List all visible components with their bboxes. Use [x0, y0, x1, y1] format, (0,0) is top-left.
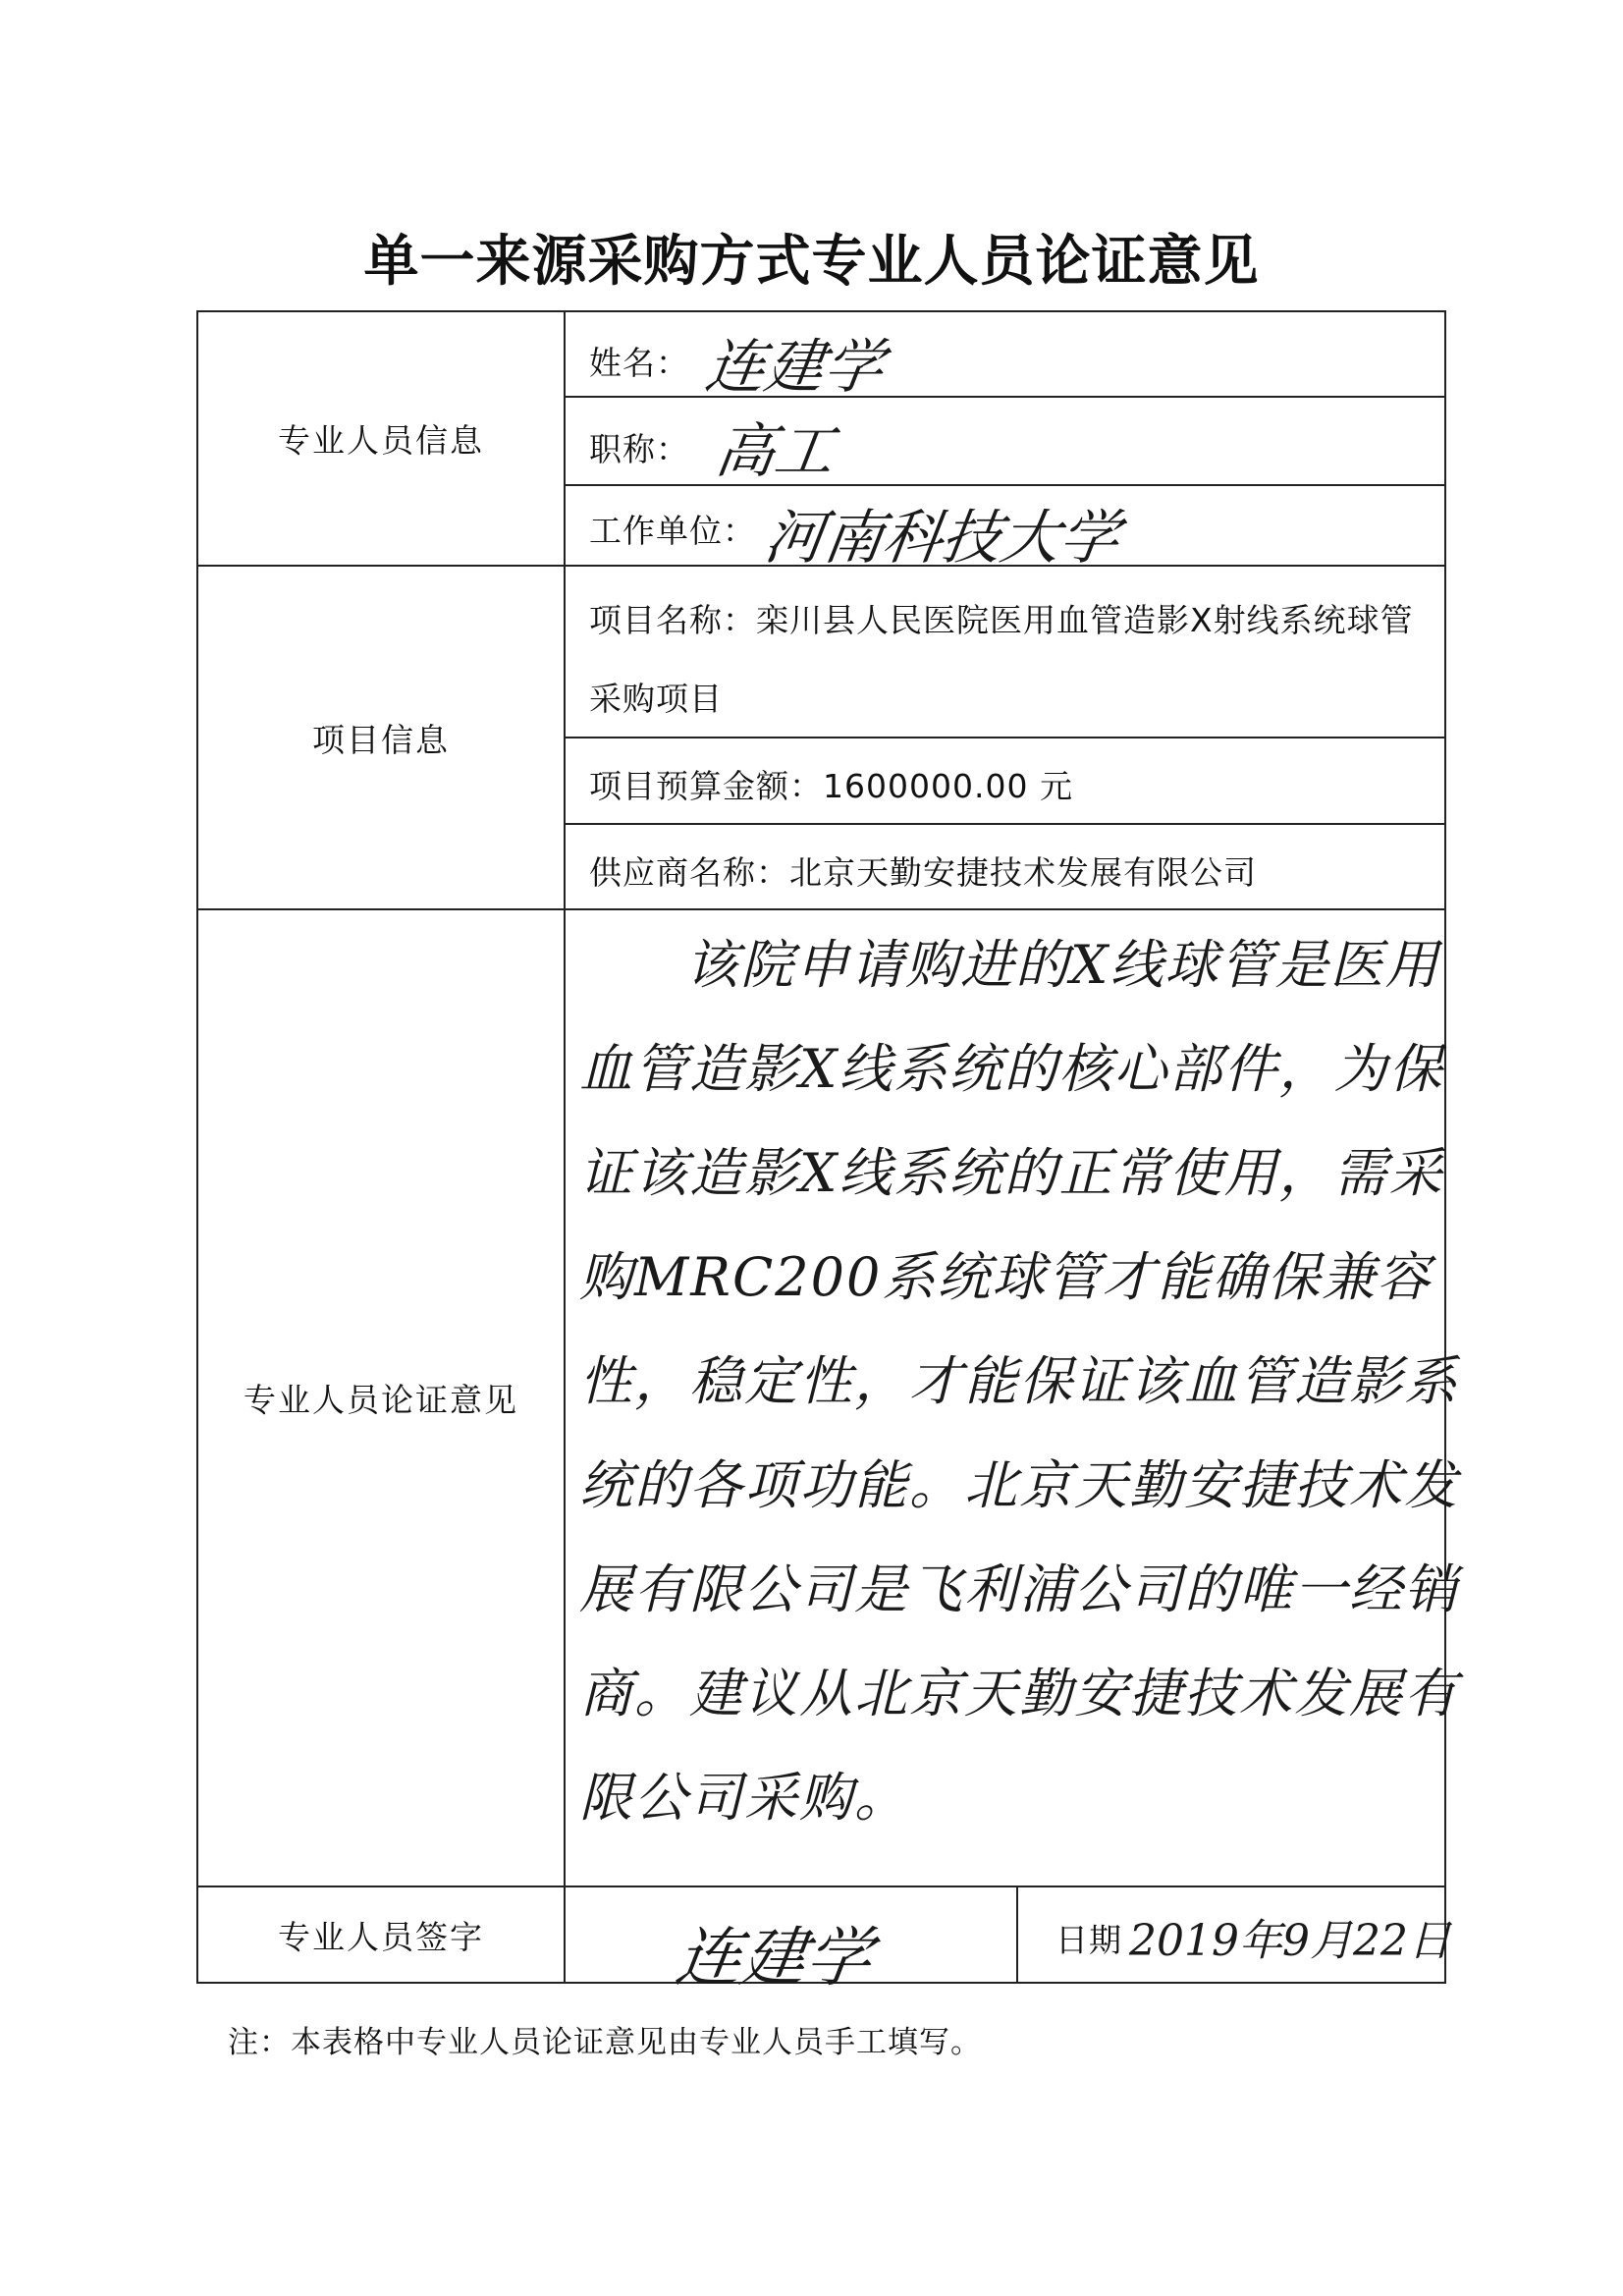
job-title-label: 职称：: [589, 430, 689, 468]
signature-handwritten: 连建学: [671, 1920, 877, 1995]
employer-label: 工作单位：: [589, 512, 756, 550]
budget-field: [589, 761, 1073, 807]
name-label: 姓名：: [589, 344, 689, 382]
opinion-label: 专业人员论证意见: [243, 1381, 518, 1419]
row-divider: [564, 823, 1446, 825]
professional-info-label: 专业人员信息: [278, 421, 484, 460]
project-info-label: 项目信息: [312, 720, 450, 759]
name-handwritten: 连建学: [701, 333, 889, 402]
document-title: 单一来源采购方式专业人员论证意见: [363, 230, 1260, 294]
form-note: 注：本表格中专业人员论证意见由专业人员手工填写。: [228, 2025, 982, 2060]
opinion-handwritten: 该院申请购进的X线球管是医用血管造影X线系统的核心部件，为保证该造影X线系统的正常使用，需采购MRC200系统球管才能确保兼容性，稳定性，才能保证该血管造影系统的各项功能。北京天勤安捷技术发展有限公司是飞利浦公司的唯一经销商。建议从北京天勤安捷技术发展有限公司采购。: [579, 934, 1459, 1829]
project-name-value: 栾川县人民医院医用血管造影X射线系统球管采购项目: [589, 601, 1414, 718]
employer-handwritten: 河南科技大学: [760, 504, 1124, 573]
supplier-label: 供应商名称：: [589, 853, 789, 892]
project-name-label: 项目名称：: [589, 601, 756, 639]
date-label: 日期: [1055, 1921, 1122, 1959]
date-handwritten: 2019年9月22日: [1129, 1916, 1451, 1966]
job-title-handwritten: 高工: [711, 417, 839, 486]
date-column-divider: [1016, 1886, 1018, 1984]
supplier-field: [589, 847, 1257, 894]
budget-value: 1600000.00 元: [823, 767, 1073, 805]
project-name-field: [589, 581, 1424, 738]
column-divider: [564, 310, 566, 1984]
budget-label: 项目预算金额：: [589, 767, 823, 805]
row-divider: [564, 484, 1446, 486]
row-divider: [564, 396, 1446, 398]
supplier-value: 北京天勤安捷技术发展有限公司: [789, 853, 1257, 892]
signature-label: 专业人员签字: [278, 1917, 484, 1956]
